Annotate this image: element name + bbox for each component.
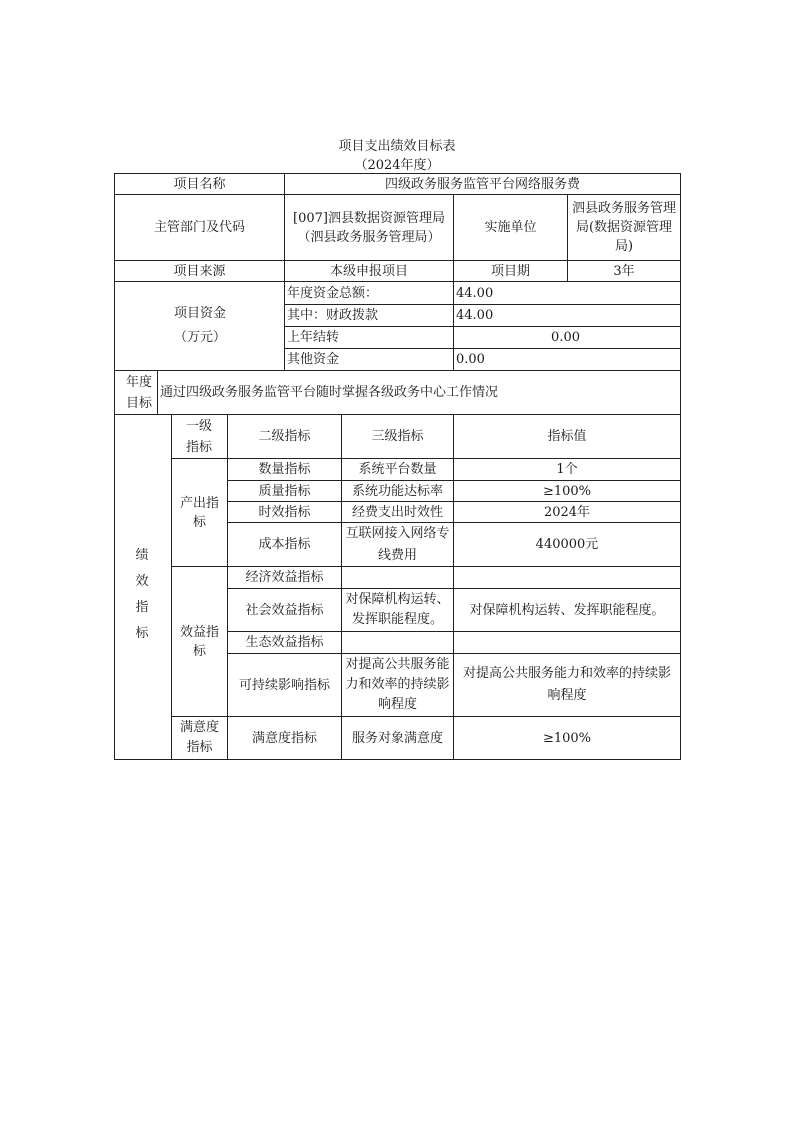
benefit-row-2-value: 对保障机构运转、发挥职能程度。 [469, 602, 665, 618]
goal-text: 通过四级政务服务监管平台随时掌握各级政务中心工作情况 [160, 385, 499, 400]
source-label: 项目来源 [173, 263, 226, 279]
output-row-1-l3: 系统平台数量 [358, 462, 437, 477]
funds-carryover-value: 0.00 [551, 330, 580, 345]
funds-label: 项目资金（万元） [173, 306, 226, 345]
header-level1: 一级指标 [185, 418, 212, 455]
dept-label: 主管部门及代码 [153, 220, 245, 235]
rule [680, 173, 681, 760]
project-name-label: 项目名称 [173, 176, 226, 192]
header-level2: 二级指标 [258, 429, 311, 444]
table-title: 项目支出绩效目标表 [338, 139, 456, 154]
benefit-row-2-l2: 社会效益指标 [245, 602, 324, 618]
funds-total-value: 44.00 [456, 285, 494, 301]
funds-total-label: 年度资金总额： [287, 285, 379, 301]
output-row-4-l2: 成本指标 [258, 537, 311, 552]
benefit-row-3-l2: 生态效益指标 [245, 635, 324, 650]
funds-carryover-label: 上年结转 [287, 330, 340, 345]
output-label: 产出指标 [179, 495, 219, 530]
output-row-3-l3: 经费支出时效性 [351, 504, 443, 520]
benefit-row-4-value: 对提高公共服务能力和效率的持续影响程度 [462, 666, 671, 703]
output-row-2-value: ≥100% [542, 483, 592, 499]
goal-label: 年度目标 [125, 374, 152, 411]
output-row-2-l3: 系统功能达标率 [351, 483, 443, 499]
output-row-1-l2: 数量指标 [258, 462, 311, 477]
funds-fiscal-value: 44.00 [456, 308, 494, 323]
output-row-4-l3: 互联网接入网络专线费用 [345, 525, 450, 563]
source-value: 本级申报项目 [329, 263, 408, 279]
satisfaction-label: 满意度指标 [179, 720, 219, 755]
funds-fiscal-label: 其中：财政拨款 [287, 308, 379, 323]
output-row-2-l2: 质量指标 [258, 483, 311, 499]
satisfaction-row-l2: 满意度指标 [251, 730, 317, 746]
output-row-4-value: 440000元 [535, 537, 599, 552]
benefit-label: 效益指标 [179, 624, 219, 659]
satisfaction-row-l3: 服务对象满意度 [351, 730, 443, 746]
benefit-row-1-l2: 经济效益指标 [245, 570, 324, 585]
output-row-1-value: 1个 [556, 462, 578, 477]
funds-other-value: 0.00 [456, 352, 485, 367]
benefit-row-4-l3: 对提高公共服务能力和效率的持续影响程度 [345, 657, 450, 712]
benefit-row-3-value [454, 632, 680, 653]
header-value: 指标值 [547, 429, 587, 444]
project-name-value: 四级政务服务监管平台网络服务费 [384, 176, 580, 192]
impl-value: 泗县政务服务管理局(数据资源管理局) [571, 201, 676, 254]
period-value: 3年 [613, 263, 635, 279]
output-row-3-value: 2024年 [543, 504, 591, 520]
table-subtitle: （2024年度） [354, 158, 440, 173]
satisfaction-row-value: ≥100% [542, 730, 592, 746]
output-row-3-l2: 时效指标 [258, 504, 311, 520]
benefit-row-4-l2: 可持续影响指标 [238, 677, 330, 693]
perf-label: 绩效指标 [135, 548, 149, 641]
rule [114, 759, 681, 760]
header-level3: 三级指标 [371, 429, 424, 444]
benefit-row-2-l3: 对保障机构运转、发挥职能程度。 [345, 592, 450, 627]
benefit-row-1-l3 [342, 567, 453, 588]
benefit-row-1-value [454, 567, 680, 588]
period-label: 项目期 [490, 263, 530, 279]
funds-other-label: 其他资金 [287, 352, 340, 367]
dept-value: [007]泗县数据资源管理局（泗县政务服务管理局） [293, 210, 445, 245]
impl-label: 实施单位 [484, 220, 537, 235]
benefit-row-3-l3 [342, 632, 453, 653]
